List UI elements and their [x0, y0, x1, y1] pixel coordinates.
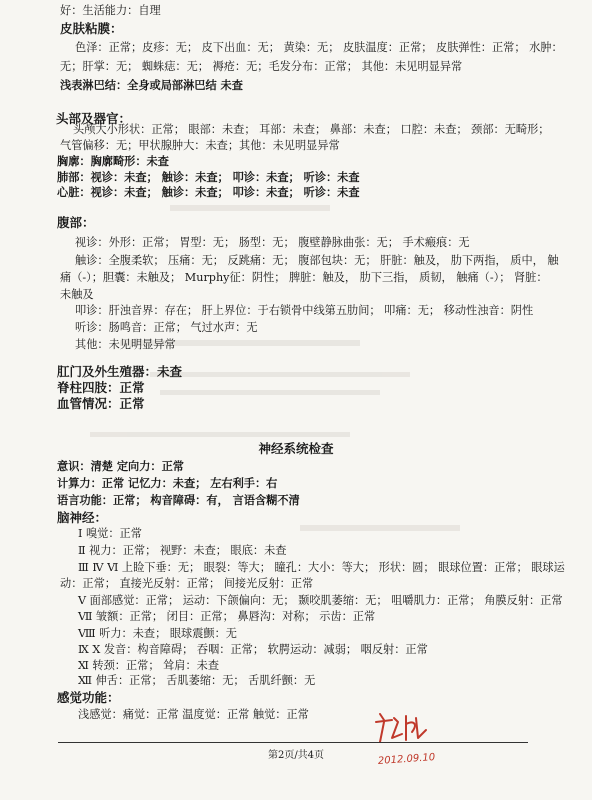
- cn-3-4-6-line-2: 动：正常； 直接光反射：正常； 间接光反射：正常: [60, 577, 314, 590]
- neuro-exam-title: 神经系统检查: [258, 441, 334, 456]
- signature-date: 2012.09.10: [377, 752, 436, 767]
- abdomen-palpation-line-2: 痛（-）；胆囊：未触及； Murphy征：阴性； 脾脏：触及， 肋下三指， 质韧， 触痛（-）； 肾脏：: [60, 271, 548, 284]
- head-organs-heading: 头部及器官：: [56, 111, 132, 126]
- sensory-heading: 感觉功能：: [57, 690, 120, 705]
- heart-line: 心脏：视诊：未查； 触诊：未查； 叩诊：未查； 听诊：未查: [57, 185, 360, 199]
- calculation-memory-line: 计算力：正常 记忆力：未查； 左右利手：右: [57, 476, 278, 490]
- abdomen-auscultation-line: 听诊：肠鸣音：正常； 气过水声：无: [75, 321, 258, 334]
- consciousness-line: 意识：清楚 定向力：正常: [57, 459, 184, 473]
- spine-limbs-line: 脊柱四肢：正常: [57, 380, 145, 395]
- abdomen-other-line: 其他：未见明显异常: [75, 338, 176, 351]
- skin-line-1: 色泽：正常；皮疹：无； 皮下出血：无； 黄染：无； 皮肤温度：正常； 皮肤弹性：正常； 水肿：: [75, 41, 563, 54]
- cn-12-line: Ⅻ 伸舌：正常； 舌肌萎缩：无； 舌肌纤颤：无: [78, 674, 316, 687]
- skin-line-2: 无；肝掌：无； 蜘蛛痣：无； 褥疮：无；毛发分布：正常； 其他：未见明显异常: [60, 60, 463, 73]
- cn-3-4-6-line-1: Ⅲ Ⅳ Ⅵ 上睑下垂：无； 眼裂：等大； 瞳孔：大小：等大； 形状：圆； 眼球位置：正常； 眼球运: [78, 561, 565, 574]
- cn-9-10-line: Ⅸ Ⅹ 发音：构音障碍； 吞咽：正常； 软腭运动：减弱； 咽反射：正常: [78, 643, 428, 656]
- abdomen-palpation-line-1: 触诊：全腹柔软； 压痛：无； 反跳痛：无； 腹部包块：无； 肝脏：触及， 肋下两指， 质中， 触: [75, 254, 559, 267]
- cn-5-line: Ⅴ 面部感觉：正常； 运动：下颌偏向：无； 颞咬肌萎缩：无； 咀嚼肌力：正常； 角膜反射：正常: [78, 594, 563, 607]
- abdomen-percussion-line: 叩诊：肝浊音界：存在； 肝上界位：于右锁骨中线第五肋间； 叩痛：无； 移动性浊音：阴性: [75, 304, 534, 317]
- head-line-2: 气管偏移：无；甲状腺肿大：未查；其他：未见明显异常: [60, 139, 340, 152]
- vascular-line: 血管情况：正常: [57, 396, 145, 411]
- abdomen-inspection-line: 视诊：外形：正常； 胃型：无； 肠型：无； 腹壁静脉曲张：无； 手术瘢痕：无: [75, 236, 470, 249]
- abdomen-palpation-line-3: 未触及: [60, 288, 94, 301]
- page-number: 第2页/共4页: [267, 750, 325, 761]
- lung-line: 肺部：视诊：未查； 触诊：未查； 叩诊：未查； 听诊：未查: [57, 170, 360, 184]
- cranial-nerves-heading: 脑神经：: [57, 510, 108, 525]
- language-line: 语言功能：正常； 构音障碍：有， 言语含糊不清: [57, 493, 300, 507]
- skin-mucosa-heading: 皮肤粘膜：: [60, 21, 123, 36]
- cn-2-line: Ⅱ 视力：正常； 视野：未查； 眼底：未查: [78, 544, 287, 557]
- footer-divider: [58, 742, 528, 743]
- cn-1-line: Ⅰ 嗅觉：正常: [78, 527, 142, 540]
- anus-genitals-line: 肛门及外生殖器：未查: [57, 364, 183, 379]
- abdomen-heading: 腹部：: [57, 215, 95, 230]
- head-line-1: 头颅大小形状：正常； 眼部：未查； 耳部：未查； 鼻部：未查； 口腔：未查； 颈部：无畸形；: [73, 123, 550, 136]
- cn-8-line: Ⅷ 听力：未查； 眼球震颤：无: [78, 627, 237, 640]
- cn-7-line: Ⅶ 皱额：正常； 闭目：正常； 鼻唇沟：对称； 示齿：正常: [78, 610, 376, 623]
- thorax-line: 胸廓：胸廓畸形：未查: [57, 154, 169, 168]
- lymph-node-line: 浅表淋巴结：全身或局部淋巴结 未查: [60, 78, 243, 92]
- superficial-sensation-line: 浅感觉：痛觉：正常 温度觉：正常 触觉：正常: [78, 708, 309, 721]
- self-care-line: 好：生活能力：自理: [60, 4, 161, 17]
- cn-11-line: Ⅺ 转颈：正常； 耸肩：未查: [78, 659, 220, 672]
